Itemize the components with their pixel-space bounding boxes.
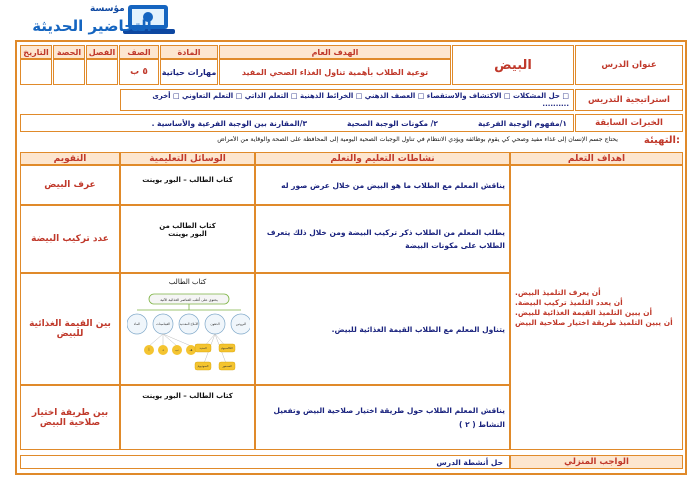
objective-4: أن يبين التلميذ طريقة اختيار صلاحية البيض [515,317,673,327]
grade-value: ٥ ب [119,59,159,85]
logo-name: التحاضير الحديثة [32,17,152,35]
prior-item-1: ١/مفهوم الوجبة الفرعية [477,118,567,128]
date-cell [20,59,52,85]
egg-nutrients-diagram [127,288,250,383]
subject-header: المادة [160,45,218,59]
activity-row-2: يطلب المعلم من الطلاب ذكر تركيب البيضة ومن خلال ذلك يتعرف الطلاب على مكونات البيضة [255,205,510,273]
prior-experience-label: الخبرات السابقة [575,114,683,132]
activity-row-3: يتناول المعلم مع الطلاب القيمة الغذائية للبيض. [255,273,510,385]
date-header: التاريخ [20,45,52,59]
lesson-title-value: البيض [452,45,574,85]
activity-row-4: يناقش المعلم الطلاب حول طريقة اختيار صلاحية البيض وتفعيل النشاط ( ٢ ) [255,385,510,450]
intro-text: يحتاج جسم الإنسان إلى غذاء مفيد وصحي كي يقوم بوظائفه ويؤدي الانتظام في تناول الوجبات الصحية اليومية إلى المحافظة على الصحة والوقاية من الأمراض [217,136,618,143]
subject-value: مهارات حياتية [160,59,218,85]
prior-experience-value [20,114,574,132]
aid-row-4: كتاب الطالب – البور بوينت [120,385,255,450]
mineral-4: الصوديوم [197,364,209,368]
mineral-3: الفسفور [222,364,232,368]
activities-header: نشاطات التعليم والتعلم [255,152,510,165]
intro-label: التهيئة: [643,135,680,146]
logo-org-label: مؤسسة [90,4,125,14]
vitamin-4: هـ [189,348,193,352]
diagram-node-4: الدهون [210,322,220,326]
vitamin-3: ب [175,348,179,352]
homework-label: الواجب المنزلي [510,455,683,469]
objective-1: أن يعرف التلميذ البيض. [515,287,601,297]
aid-row-2: كتاب الطالب من البور بوينت [120,205,255,273]
strategy-label: استراتيجية التدريس [575,89,683,111]
aid-row-3 [120,273,255,385]
vitamin-1: أ [148,348,150,352]
lesson-title-label: عنوان الدرس [575,45,683,85]
diagram-node-3: الأملاح المعدنية [179,322,199,326]
period-header: الحصة [53,45,85,59]
evaluation-row-4: بين طريقة اختيار صلاحية البيض [20,385,120,450]
mineral-1: الكالسيوم [221,346,233,350]
objectives-header: اهداف التعلم [510,152,683,165]
vitamin-2: د [162,348,164,352]
logo [0,2,185,42]
goal-value: توعية الطلاب بأهمية تناول الغذاء الصحي المفيد [219,59,451,85]
strategy-value: □ حل المشكلات □ الاكتشاف والاستقصاء □ العصف الذهني □ الخرائط الذهنية □ التعلم الذاتي □ التعلم التعاوني □ أخرى .......... [120,89,574,111]
evaluation-row-2: عدد تركيب البيضة [20,205,120,273]
aids-header: الوسائل التعليمية [120,152,255,165]
mineral-2: الحديد [199,346,207,350]
objective-3: أن يبين التلميذ القيمة الغذائية للبيض. [515,307,653,317]
term-header: الفصل [86,45,118,59]
diagram-node-5: البروتين [235,322,247,326]
evaluation-row-3: بين القيمة الغذائية للبيض [20,273,120,385]
goal-header: الهدف العام [219,45,451,59]
period-cell [53,59,85,85]
prior-item-2: ٢/ مكونات الوجبة الصحية [347,118,438,128]
objective-2: أن يعدد التلميذ تركيب البيضة. [515,297,623,307]
diagram-node-2: الفيتامينات [156,322,170,326]
objectives-cell [510,165,683,450]
activity-row-1: يناقش المعلم مع الطلاب ما هو البيض من خلال عرض صور له [255,165,510,205]
homework-solution [20,455,510,469]
diagram-title: يحتوي على أغلب العناصر الغذائية الآتية [160,298,218,302]
prior-item-3: ٣/المقارنة بين الوجبة الفرعية والأساسية . [151,118,308,128]
homework-solution-text: حل أنشطة الدرس [436,457,503,467]
aid-row-1: كتاب الطالب – البور بوينت [120,165,255,205]
grade-header: الصف [119,45,159,59]
diagram-node-1: الماء [133,322,141,326]
term-cell [86,59,118,85]
evaluation-row-1: عرف البيض [20,165,120,205]
evaluation-header: التقويم [20,152,120,165]
aid-row-3-label: كتاب الطالب [168,278,207,286]
